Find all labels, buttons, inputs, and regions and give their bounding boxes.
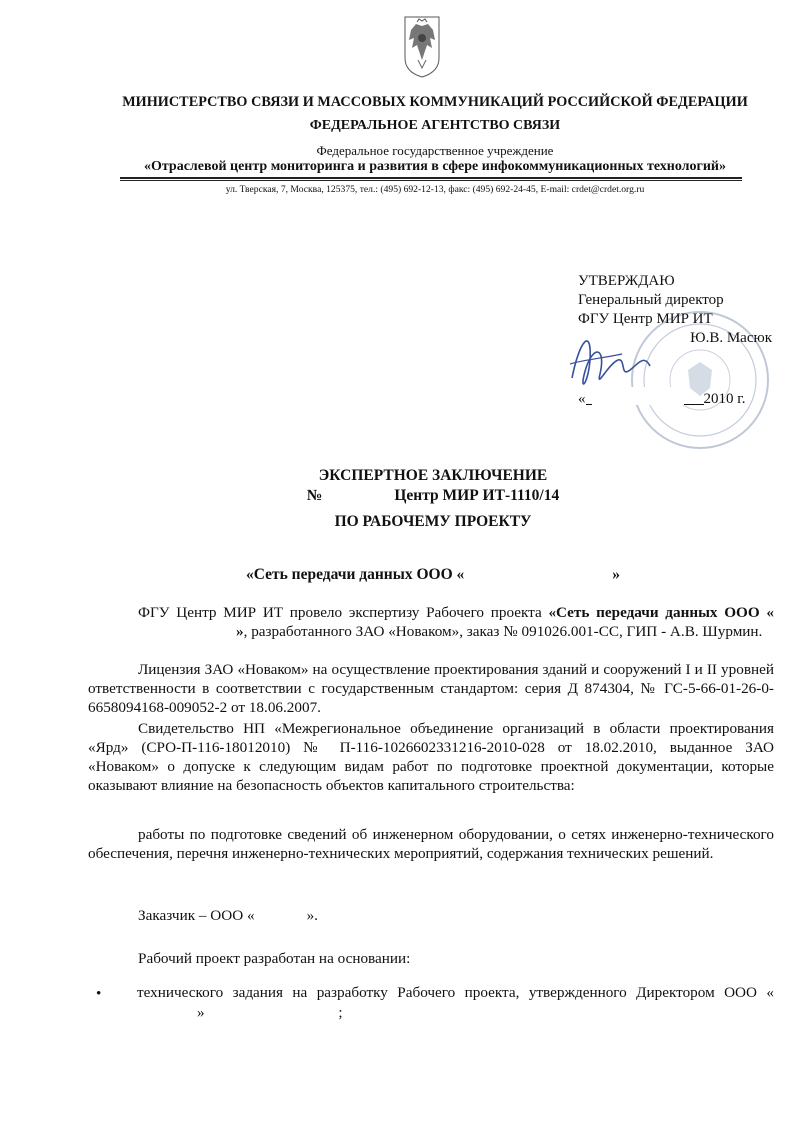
approval-position: Генеральный директор (578, 292, 724, 308)
date-year: 2010 г. (703, 391, 746, 407)
approval-signer: Ю.В. Масюк (690, 330, 772, 346)
center-name: «Отраслевой центр мониторинга и развития в сфере инфокоммуникационных технологий» (143, 159, 726, 174)
customer-label: Заказчик – ООО « (138, 907, 255, 924)
project-name-close: » (612, 566, 621, 583)
header-rule (120, 177, 742, 179)
ministry-name: МИНИСТЕРСТВО СВЯЗИ И МАССОВЫХ КОММУНИКАЦИЙ РОССИЙСКОЙ ФЕДЕРАЦИИ (122, 94, 748, 110)
paragraph-works: работы по подготовке сведений об инженерном оборудовании, о сетях инженерно-технического обеспечения, перечня инженерно-технических мероприятий, содержания технических решений. (88, 826, 774, 862)
list-item (137, 983, 774, 1023)
paragraph-certificate: Свидетельство НП «Межрегиональное объединение организаций в области проектирования «Ярд» (СРО-П-116-18012010) № П-116-1026602331216-2010-028 от 18.02.2010, выданное ЗАО «Новаком» о допуске к следующим видам работ по подготовке проектной документации, которые оказывают влияние на безопасность объектов капитального строительства: (88, 720, 774, 794)
paragraph-expertise (88, 603, 774, 641)
header-rule-thin (120, 180, 742, 181)
list-bullet: • (96, 985, 102, 1002)
paragraph-basis: Рабочий проект разработан на основании: (138, 950, 411, 967)
approval-date (578, 387, 745, 408)
approval-heading: УТВЕРЖДАЮ (578, 273, 675, 289)
number-prefix: № (306, 487, 323, 504)
list-item-close: » (197, 1004, 205, 1021)
date-open-quote: « (578, 391, 586, 407)
number-suffix: Центр МИР ИТ-1110/14 (394, 487, 560, 504)
customer-close: ». (306, 907, 318, 924)
project-name-open: «Сеть передачи данных ООО « (245, 566, 465, 583)
document-subtitle: ПО РАБОЧЕМУ ПРОЕКТУ (334, 513, 532, 530)
p1-project-close: » (236, 623, 244, 640)
russian-coat-of-arms-icon (402, 14, 442, 80)
agency-name: ФЕДЕРАЛЬНОЕ АГЕНТСТВО СВЯЗИ (309, 118, 561, 133)
institution-type: Федеральное государственное учреждение (316, 143, 554, 158)
p1-text-d: , разработанного ЗАО «Новаком», заказ № 091026.001-СС, ГИП - А.В. Шурмин. (243, 623, 763, 640)
list-item-text: технического задания на разработку Рабочего проекта, утвержденного Директором ООО « (137, 984, 774, 1001)
document-title: ЭКСПЕРТНОЕ ЗАКЛЮЧЕНИЕ (318, 467, 548, 484)
project-name (100, 566, 766, 584)
document-number (100, 487, 766, 505)
contact-address: ул. Тверская, 7, Москва, 125375, тел.: (495) 692-12-13, факс: (495) 692-24-45, E-mail: crdet@crdet.org.ru (225, 184, 645, 195)
list-item-end: ; (338, 1004, 343, 1021)
p1-text-a: ФГУ Центр МИР ИТ провело экспертизу Рабочего проекта (138, 604, 549, 621)
p1-project-open: «Сеть передачи данных ООО « (548, 604, 774, 621)
paragraph-customer (88, 906, 774, 925)
approval-block (578, 272, 772, 348)
approval-organization: ФГУ Центр МИР ИТ (578, 311, 713, 327)
date-blank-field (586, 387, 704, 405)
redaction (592, 387, 684, 405)
paragraph-license: Лицензия ЗАО «Новаком» на осуществление проектирования зданий и сооружений I и II уровней ответственности в соответствии с государственным стандартом: серия Д 874304, № ГС-5-66-01-26-0-6658094168-009052-2 от 18.06.2007. (88, 661, 774, 716)
